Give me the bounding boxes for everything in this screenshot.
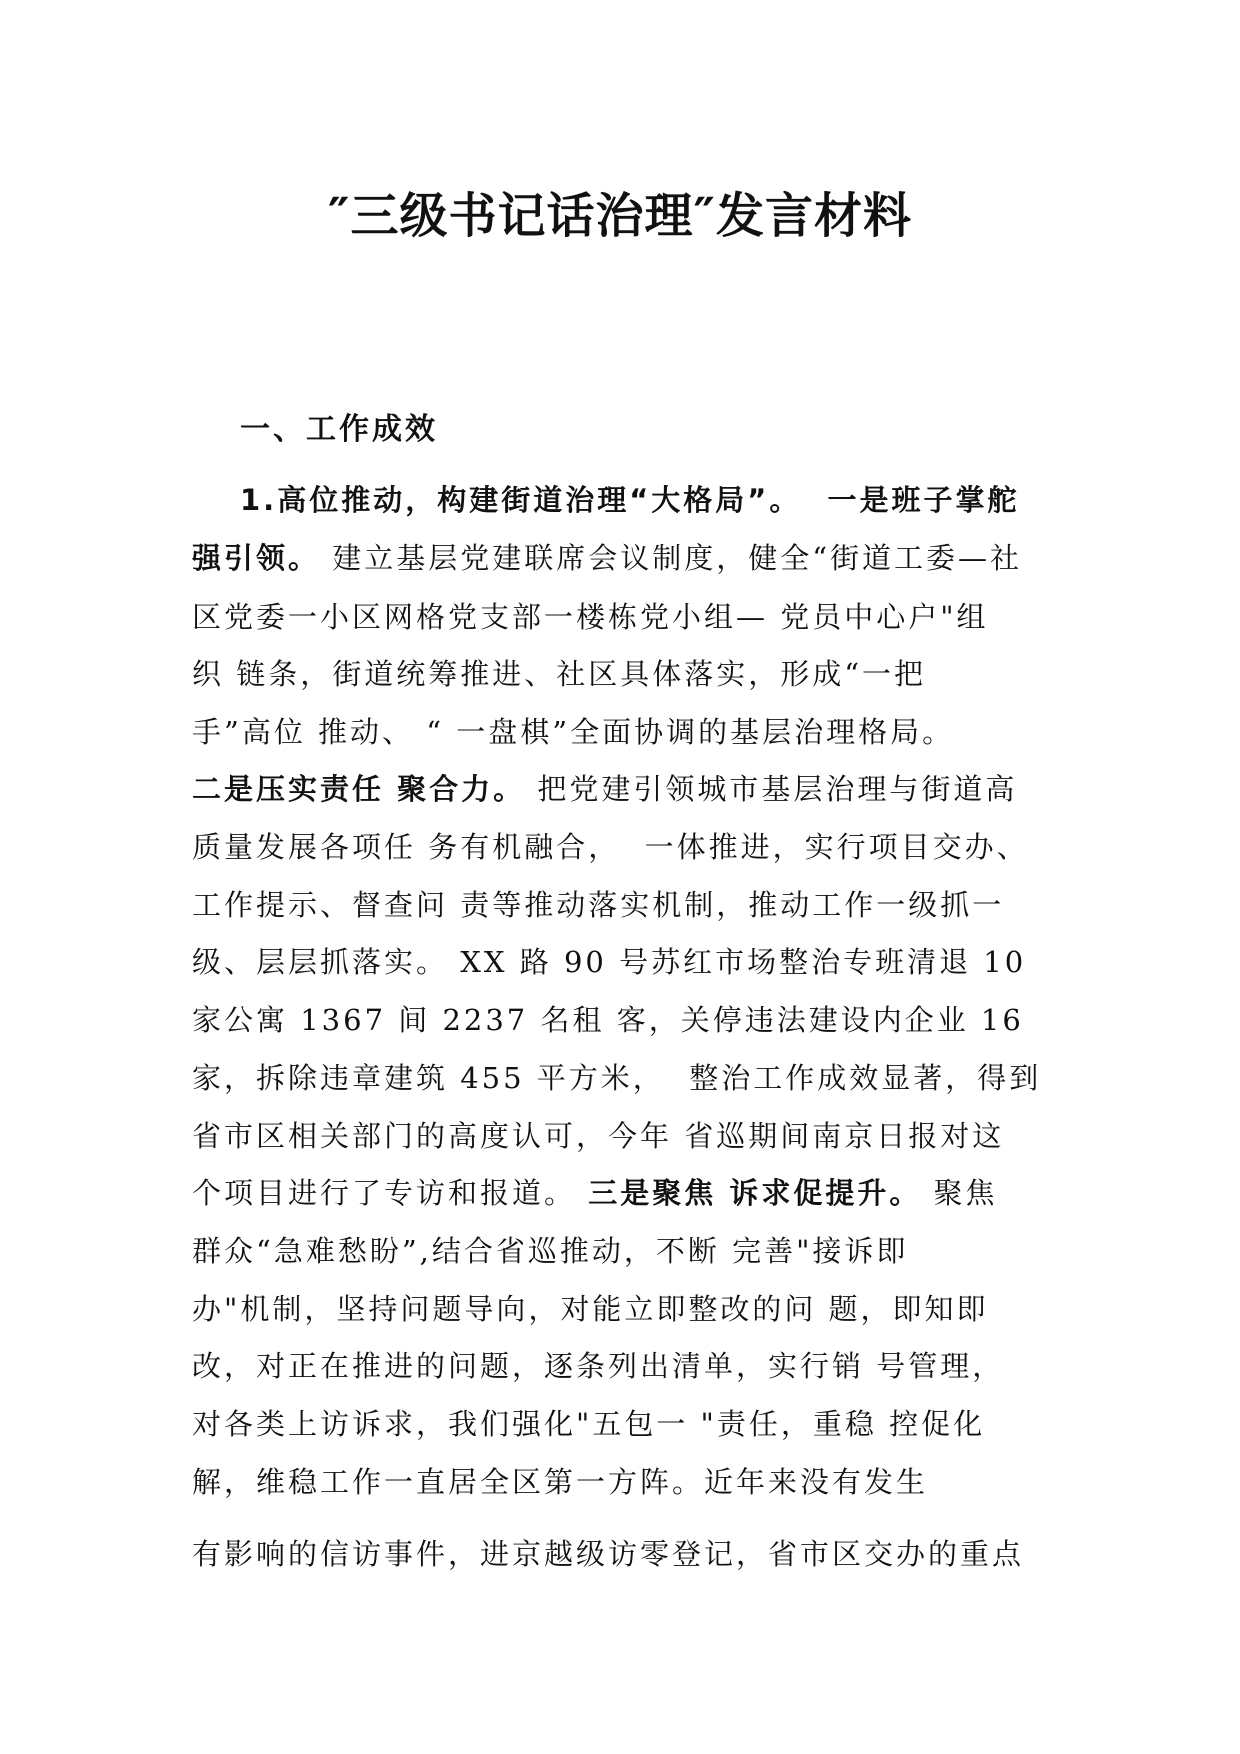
text-run: 省市区相关部门的高度认可，今年 省巡期间南京日报对这 bbox=[192, 1119, 1005, 1153]
paragraph-line bbox=[192, 536, 1022, 580]
paragraph-line bbox=[192, 1402, 985, 1446]
text-run: 群众“急难愁盼”,结合省巡推动，不断 完善"接诉即 bbox=[192, 1234, 909, 1268]
bold-run: 三是聚焦 诉求促提升。 bbox=[588, 1176, 922, 1210]
bold-run: 强引领。 bbox=[192, 541, 321, 575]
text-run: 级、层层抓落实。 XX 路 90 号苏红市场整治专班清退 10 bbox=[192, 945, 1027, 979]
paragraph-line bbox=[192, 1460, 928, 1504]
text-run: 办"机制，坚持问题导向，对能立即整改的问 题，即知即 bbox=[192, 1292, 989, 1326]
text-run: 把党建引领城市基层治理与街道高 bbox=[525, 772, 1018, 806]
bold-run: 1.高位推动，构建街道治理“大格局”。 一是班子掌舵 bbox=[240, 483, 1020, 517]
document-title: ″三级书记话治理″发言材料 bbox=[328, 188, 912, 244]
text-run: 对各类上访诉求，我们强化"五包一 "责任，重稳 控促化 bbox=[192, 1407, 986, 1441]
paragraph-line bbox=[192, 1171, 998, 1215]
text-run: 聚焦 bbox=[921, 1176, 998, 1210]
paragraph-line bbox=[192, 595, 989, 639]
text-run: 家，拆除违章建筑 455 平方米， 整治工作成效显著，得到 bbox=[192, 1061, 1042, 1095]
paragraph-line bbox=[192, 652, 926, 696]
text-run: 手”高位 推动、 “ 一盘棋”全面协调的基层治理格局。 bbox=[192, 715, 955, 749]
paragraph-line bbox=[192, 883, 1004, 927]
text-run: 织 链条，街道统筹推进、社区具体落实，形成“一把 bbox=[192, 657, 927, 691]
paragraph-line bbox=[192, 1229, 908, 1273]
paragraph-line bbox=[192, 710, 954, 754]
paragraph-line bbox=[192, 998, 1024, 1042]
text-run: 建立基层党建联席会议制度，健全“街道工委—社 bbox=[320, 541, 1023, 575]
paragraph-line bbox=[240, 478, 1020, 522]
paragraph-line bbox=[192, 1114, 1004, 1158]
text-run: 有影响的信访事件，进京越级访零登记，省市区交办的重点 bbox=[192, 1537, 1025, 1571]
text-run: 改，对正在推进的问题，逐条列出清单，实行销 号管理， bbox=[192, 1349, 1005, 1383]
text-run: 区党委一小区网格党支部一楼栋党小组— 党员中心户"组 bbox=[192, 600, 989, 634]
paragraph-line bbox=[192, 825, 1029, 869]
paragraph-line bbox=[192, 1287, 989, 1331]
paragraph-line bbox=[192, 1532, 1024, 1576]
section-heading: 一、工作成效 bbox=[240, 412, 438, 447]
text-run: 家公寓 1367 间 2237 名租 客，关停违法建设内企业 16 bbox=[192, 1003, 1024, 1037]
paragraph-line bbox=[192, 1056, 1041, 1100]
text-run: 个项目进行了专访和报道。 bbox=[192, 1176, 589, 1210]
paragraph-line bbox=[192, 767, 1017, 811]
bold-run: 二是压实责任 聚合力。 bbox=[192, 772, 526, 806]
paragraph-line bbox=[192, 1344, 1004, 1388]
text-run: 工作提示、督查问 责等推动落实机制，推动工作一级抓一 bbox=[192, 888, 1005, 922]
text-run: 解，维稳工作一直居全区第一方阵。近年来没有发生 bbox=[192, 1465, 929, 1499]
text-run: 质量发展各项任 务有机融合， 一体推进，实行项目交办、 bbox=[192, 830, 1029, 864]
paragraph-line bbox=[192, 940, 1026, 984]
